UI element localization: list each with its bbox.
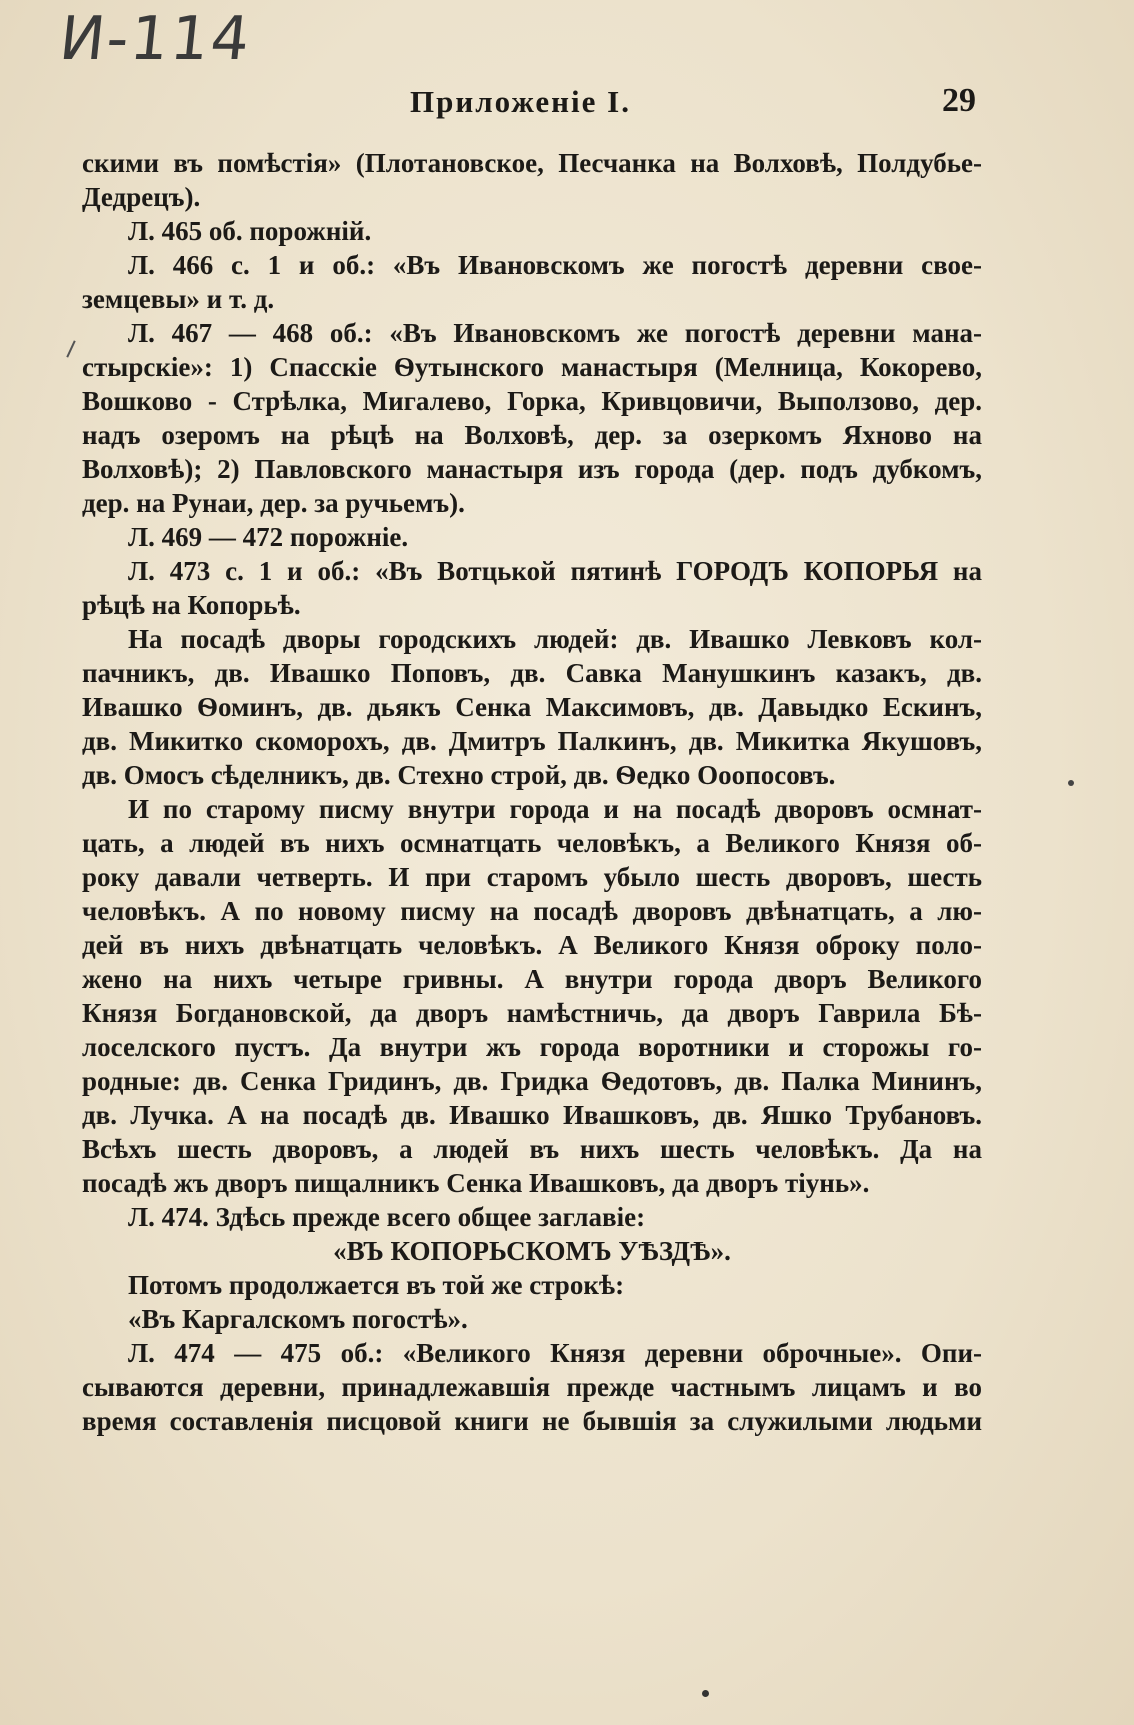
text-line: Л. 466 с. 1 и об.: «Въ Ивановскомъ же погостѣ деревни свое-	[128, 250, 982, 280]
text-line: земцевы» и т. д.	[82, 284, 275, 314]
text-line: лоселского пустъ. Да внутри жъ города воротники и сторожы го-	[82, 1032, 982, 1062]
text-line: рѣцѣ на Копорьѣ.	[82, 590, 301, 620]
text-line: дв. Микитко скоморохъ, дв. Дмитръ Палкинъ, дв. Микитка Якушовъ,	[82, 726, 982, 756]
text-line: сываются деревни, принадлежавшія прежде частнымъ лицамъ и во	[82, 1372, 982, 1402]
text-line: Дедрецъ).	[82, 182, 201, 212]
ink-mark	[66, 340, 75, 357]
text-line: скими въ помѣстія» (Плотановское, Песчанка на Волховѣ, Полдубье-	[82, 148, 982, 178]
text-line: дв. Омосъ сѣделникъ, дв. Стехно строй, дв. Ѳедко Ооопосовъ.	[82, 760, 836, 790]
text-line: жено на нихъ четыре гривны. А внутри города дворъ Великого	[82, 964, 982, 994]
text-line: И по старому писму внутри города и на посадѣ дворовъ осмнат-	[128, 794, 982, 824]
text-line: надъ озеромъ на рѣцѣ на Волховѣ, дер. за озеркомъ Яхново на	[82, 420, 982, 450]
text-line: цать, а людей въ нихъ осмнатцать человѣкъ, а Великого Князя об-	[82, 828, 982, 858]
body-text	[82, 146, 982, 1438]
text-line: Л. 473 с. 1 и об.: «Въ Вотцькой пятинѣ ГОРОДЪ КОПОРЬЯ на	[128, 556, 982, 586]
ink-dot	[702, 1690, 709, 1697]
text-line: посадѣ жъ дворъ пищалникъ Сенка Ивашковъ, да дворъ тіунь».	[82, 1168, 870, 1198]
text-line: Всѣхъ шесть дворовъ, а людей въ нихъ шесть человѣкъ. Да на	[82, 1134, 982, 1164]
text-line: Л. 474 — 475 об.: «Великого Князя деревни оброчные». Опи-	[128, 1338, 982, 1368]
text-line: Л. 469 — 472 порожніе.	[128, 522, 409, 552]
text-line: «Въ Каргалскомъ погостѣ».	[128, 1304, 468, 1334]
text-line: «ВЪ КОПОРЬСКОМЪ УѢЗДѢ».	[333, 1236, 731, 1266]
text-line: Л. 474. Здѣсь прежде всего общее заглавіе:	[128, 1202, 646, 1232]
text-line: человѣкъ. А по новому писму на посадѣ дворовъ двѣнатцать, а лю-	[82, 896, 982, 926]
text-line: Волховѣ); 2) Павловского манастыря изъ города (дер. подъ дубкомъ,	[82, 454, 982, 484]
text-line: Л. 467 — 468 об.: «Въ Ивановскомъ же погостѣ деревни мана-	[128, 318, 982, 348]
text-line: дв. Лучка. А на посадѣ дв. Ивашко Ивашковъ, дв. Яшко Трубановъ.	[82, 1100, 982, 1130]
text-line: Ивашко Ѳоминъ, дв. дьякъ Сенка Максимовъ, дв. Давыдко Ескинъ,	[82, 692, 982, 722]
text-line: Князя Богдановской, да дворъ намѣстничь, да дворъ Гаврила Бѣ-	[82, 998, 982, 1028]
ink-dot	[1068, 780, 1074, 786]
running-header	[0, 78, 1134, 128]
running-title: Приложеніе I.	[410, 84, 631, 119]
text-line: Л. 465 об. порожній.	[128, 216, 372, 246]
text-line: стырскіе»: 1) Спасскіе Ѳутынского манастыря (Мелница, Кокорево,	[82, 352, 982, 382]
text-line: дер. на Рунаи, дер. за ручьемъ).	[82, 488, 465, 518]
text-line: Вошково - Стрѣлка, Мигалево, Горка, Кривцовичи, Выползово, дер.	[82, 386, 982, 416]
handwritten-shelfmark: И-114	[56, 4, 255, 74]
text-line: пачникъ, дв. Ивашко Поповъ, дв. Савка Манушкинъ казакъ, дв.	[82, 658, 982, 688]
text-line: время составленія писцовой книги не бывшія за служилыми людьми	[82, 1406, 982, 1436]
text-line: родные: дв. Сенка Гридинъ, дв. Гридка Ѳедотовъ, дв. Палка Мининъ,	[82, 1066, 982, 1096]
text-line: На посадѣ дворы городскихъ людей: дв. Ивашко Левковъ кол-	[128, 624, 982, 654]
page-number: 29	[942, 82, 976, 119]
text-line: року давали четверть. И при старомъ убыло шесть дворовъ, шесть	[82, 862, 982, 892]
text-line: Потомъ продолжается въ той же строкѣ:	[128, 1270, 625, 1300]
text-line: дей въ нихъ двѣнатцать человѣкъ. А Великого Князя оброку поло-	[82, 930, 982, 960]
